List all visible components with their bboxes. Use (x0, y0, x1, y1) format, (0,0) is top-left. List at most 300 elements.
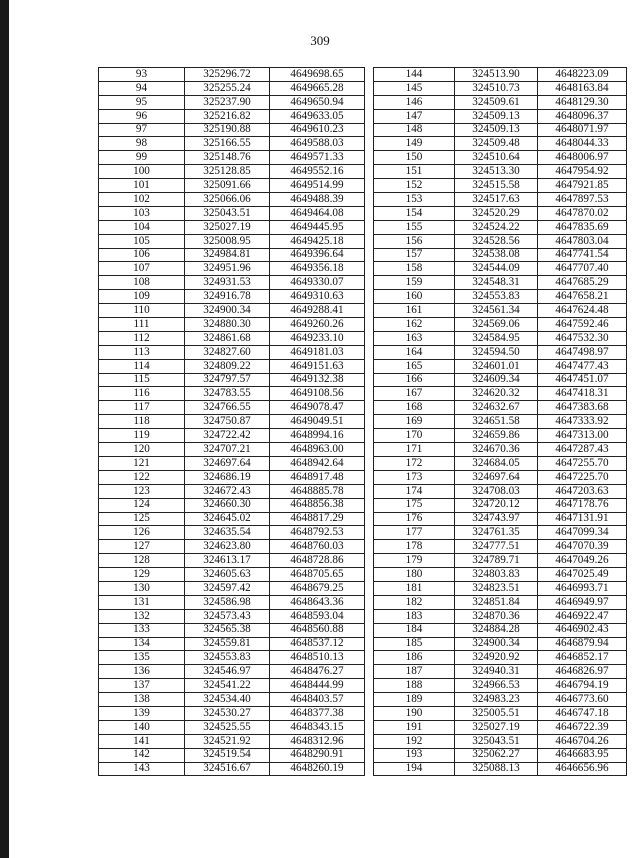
y-coordinate-cell: 4646993.71 (538, 581, 627, 595)
x-coordinate-cell: 324565.38 (185, 623, 270, 637)
y-coordinate-cell: 4648510.13 (270, 651, 365, 665)
point-number-cell: 124 (99, 498, 185, 512)
x-coordinate-cell: 324803.83 (455, 568, 538, 582)
column-gap (365, 637, 374, 651)
y-coordinate-cell: 4647624.48 (538, 304, 627, 318)
y-coordinate-cell: 4646879.94 (538, 637, 627, 651)
y-coordinate-cell: 4647685.29 (538, 276, 627, 290)
x-coordinate-cell: 324519.54 (185, 748, 270, 762)
table-row (99, 720, 627, 734)
point-number-cell: 172 (374, 456, 455, 470)
column-gap (365, 512, 374, 526)
point-number-cell: 125 (99, 512, 185, 526)
y-coordinate-cell: 4648129.30 (538, 95, 627, 109)
y-coordinate-cell: 4649588.03 (270, 137, 365, 151)
x-coordinate-cell: 324743.97 (455, 512, 538, 526)
point-number-cell: 159 (374, 276, 455, 290)
x-coordinate-cell: 324513.30 (455, 165, 538, 179)
y-coordinate-cell: 4646773.60 (538, 693, 627, 707)
point-number-cell: 186 (374, 651, 455, 665)
column-gap (365, 248, 374, 262)
point-number-cell: 185 (374, 637, 455, 651)
point-number-cell: 121 (99, 456, 185, 470)
x-coordinate-cell: 324720.12 (455, 498, 538, 512)
y-coordinate-cell: 4647287.43 (538, 443, 627, 457)
y-coordinate-cell: 4649356.18 (270, 262, 365, 276)
y-coordinate-cell: 4647333.92 (538, 415, 627, 429)
x-coordinate-cell: 324789.71 (455, 554, 538, 568)
point-number-cell: 117 (99, 401, 185, 415)
point-number-cell: 160 (374, 290, 455, 304)
x-coordinate-cell: 324659.86 (455, 429, 538, 443)
table-row (99, 401, 627, 415)
y-coordinate-cell: 4646656.96 (538, 762, 627, 776)
table-row (99, 331, 627, 345)
y-coordinate-cell: 4647803.04 (538, 234, 627, 248)
point-number-cell: 190 (374, 706, 455, 720)
column-gap (365, 193, 374, 207)
column-gap (365, 526, 374, 540)
table-row (99, 581, 627, 595)
y-coordinate-cell: 4647025.49 (538, 568, 627, 582)
x-coordinate-cell: 324672.43 (185, 484, 270, 498)
x-coordinate-cell: 324605.63 (185, 568, 270, 582)
x-coordinate-cell: 324553.83 (185, 651, 270, 665)
point-number-cell: 149 (374, 137, 455, 151)
column-gap (365, 484, 374, 498)
y-coordinate-cell: 4646747.18 (538, 706, 627, 720)
table-row (99, 220, 627, 234)
table-row (99, 81, 627, 95)
table-row (99, 262, 627, 276)
table-row (99, 512, 627, 526)
x-coordinate-cell: 325008.95 (185, 234, 270, 248)
point-number-cell: 123 (99, 484, 185, 498)
point-number-cell: 183 (374, 609, 455, 623)
point-number-cell: 192 (374, 734, 455, 748)
point-number-cell: 148 (374, 123, 455, 137)
point-number-cell: 131 (99, 595, 185, 609)
point-number-cell: 161 (374, 304, 455, 318)
column-gap (365, 137, 374, 151)
y-coordinate-cell: 4648006.97 (538, 151, 627, 165)
point-number-cell: 103 (99, 206, 185, 220)
scan-edge-shadow (0, 0, 9, 858)
x-coordinate-cell: 324783.55 (185, 387, 270, 401)
x-coordinate-cell: 324586.98 (185, 595, 270, 609)
column-gap (365, 95, 374, 109)
table-row (99, 415, 627, 429)
y-coordinate-cell: 4647131.91 (538, 512, 627, 526)
x-coordinate-cell: 324509.61 (455, 95, 538, 109)
column-gap (365, 720, 374, 734)
point-number-cell: 96 (99, 109, 185, 123)
point-number-cell: 169 (374, 415, 455, 429)
column-gap (365, 68, 374, 82)
point-number-cell: 184 (374, 623, 455, 637)
x-coordinate-cell: 324525.55 (185, 720, 270, 734)
y-coordinate-cell: 4649233.10 (270, 331, 365, 345)
x-coordinate-cell: 324900.34 (185, 304, 270, 318)
x-coordinate-cell: 324594.50 (455, 345, 538, 359)
column-gap (365, 401, 374, 415)
x-coordinate-cell: 324827.60 (185, 345, 270, 359)
x-coordinate-cell: 324708.03 (455, 484, 538, 498)
y-coordinate-cell: 4648760.03 (270, 540, 365, 554)
y-coordinate-cell: 4647707.40 (538, 262, 627, 276)
x-coordinate-cell: 325216.82 (185, 109, 270, 123)
x-coordinate-cell: 324546.97 (185, 665, 270, 679)
column-gap (365, 81, 374, 95)
x-coordinate-cell: 324569.06 (455, 318, 538, 332)
x-coordinate-cell: 324513.90 (455, 68, 538, 82)
point-number-cell: 154 (374, 206, 455, 220)
y-coordinate-cell: 4647477.43 (538, 359, 627, 373)
column-gap (365, 540, 374, 554)
x-coordinate-cell: 325027.19 (455, 720, 538, 734)
x-coordinate-cell: 324515.58 (455, 179, 538, 193)
x-coordinate-cell: 324613.17 (185, 554, 270, 568)
column-gap (365, 595, 374, 609)
y-coordinate-cell: 4647070.39 (538, 540, 627, 554)
point-number-cell: 122 (99, 470, 185, 484)
point-number-cell: 145 (374, 81, 455, 95)
table-row (99, 373, 627, 387)
table-row (99, 304, 627, 318)
point-number-cell: 111 (99, 318, 185, 332)
x-coordinate-cell: 324797.57 (185, 373, 270, 387)
point-number-cell: 143 (99, 762, 185, 776)
y-coordinate-cell: 4649552.16 (270, 165, 365, 179)
y-coordinate-cell: 4649650.94 (270, 95, 365, 109)
x-coordinate-cell: 324861.68 (185, 331, 270, 345)
column-gap (365, 568, 374, 582)
point-number-cell: 165 (374, 359, 455, 373)
y-coordinate-cell: 4646704.26 (538, 734, 627, 748)
column-gap (365, 693, 374, 707)
y-coordinate-cell: 4647225.70 (538, 470, 627, 484)
x-coordinate-cell: 325190.88 (185, 123, 270, 137)
coordinate-table-container (98, 67, 627, 776)
table-row (99, 693, 627, 707)
point-number-cell: 102 (99, 193, 185, 207)
y-coordinate-cell: 4649464.08 (270, 206, 365, 220)
x-coordinate-cell: 324984.81 (185, 248, 270, 262)
column-gap (365, 748, 374, 762)
point-number-cell: 162 (374, 318, 455, 332)
column-gap (365, 581, 374, 595)
column-gap (365, 290, 374, 304)
y-coordinate-cell: 4648312.96 (270, 734, 365, 748)
point-number-cell: 146 (374, 95, 455, 109)
y-coordinate-cell: 4648792.53 (270, 526, 365, 540)
table-row (99, 68, 627, 82)
y-coordinate-cell: 4647383.68 (538, 401, 627, 415)
x-coordinate-cell: 324697.64 (185, 456, 270, 470)
point-number-cell: 193 (374, 748, 455, 762)
y-coordinate-cell: 4648728.86 (270, 554, 365, 568)
x-coordinate-cell: 324707.21 (185, 443, 270, 457)
y-coordinate-cell: 4648885.78 (270, 484, 365, 498)
point-number-cell: 155 (374, 220, 455, 234)
y-coordinate-cell: 4647451.07 (538, 373, 627, 387)
point-number-cell: 108 (99, 276, 185, 290)
table-row (99, 595, 627, 609)
x-coordinate-cell: 324534.40 (185, 693, 270, 707)
point-number-cell: 144 (374, 68, 455, 82)
x-coordinate-cell: 324900.34 (455, 637, 538, 651)
column-gap (365, 651, 374, 665)
point-number-cell: 134 (99, 637, 185, 651)
table-row (99, 109, 627, 123)
column-gap (365, 679, 374, 693)
y-coordinate-cell: 4649396.64 (270, 248, 365, 262)
y-coordinate-cell: 4648290.91 (270, 748, 365, 762)
y-coordinate-cell: 4648377.38 (270, 706, 365, 720)
point-number-cell: 104 (99, 220, 185, 234)
x-coordinate-cell: 324951.96 (185, 262, 270, 276)
x-coordinate-cell: 324750.87 (185, 415, 270, 429)
x-coordinate-cell: 324573.43 (185, 609, 270, 623)
y-coordinate-cell: 4646902.43 (538, 623, 627, 637)
table-row (99, 762, 627, 776)
point-number-cell: 97 (99, 123, 185, 137)
y-coordinate-cell: 4649514.99 (270, 179, 365, 193)
point-number-cell: 147 (374, 109, 455, 123)
y-coordinate-cell: 4647741.54 (538, 248, 627, 262)
x-coordinate-cell: 324609.34 (455, 373, 538, 387)
y-coordinate-cell: 4648643.36 (270, 595, 365, 609)
page-number: 309 (310, 33, 330, 48)
point-number-cell: 157 (374, 248, 455, 262)
point-number-cell: 126 (99, 526, 185, 540)
point-number-cell: 130 (99, 581, 185, 595)
point-number-cell: 182 (374, 595, 455, 609)
table-row (99, 179, 627, 193)
y-coordinate-cell: 4648096.37 (538, 109, 627, 123)
point-number-cell: 138 (99, 693, 185, 707)
table-row (99, 651, 627, 665)
point-number-cell: 120 (99, 443, 185, 457)
x-coordinate-cell: 324561.34 (455, 304, 538, 318)
point-number-cell: 118 (99, 415, 185, 429)
y-coordinate-cell: 4649310.63 (270, 290, 365, 304)
point-number-cell: 95 (99, 95, 185, 109)
x-coordinate-cell: 325027.19 (185, 220, 270, 234)
x-coordinate-cell: 324684.05 (455, 456, 538, 470)
point-number-cell: 136 (99, 665, 185, 679)
column-gap (365, 734, 374, 748)
y-coordinate-cell: 4647954.92 (538, 165, 627, 179)
x-coordinate-cell: 324524.22 (455, 220, 538, 234)
table-row (99, 609, 627, 623)
point-number-cell: 132 (99, 609, 185, 623)
point-number-cell: 153 (374, 193, 455, 207)
point-number-cell: 114 (99, 359, 185, 373)
x-coordinate-cell: 324851.84 (455, 595, 538, 609)
point-number-cell: 168 (374, 401, 455, 415)
x-coordinate-cell: 324777.51 (455, 540, 538, 554)
point-number-cell: 129 (99, 568, 185, 582)
y-coordinate-cell: 4647498.97 (538, 345, 627, 359)
x-coordinate-cell: 324635.54 (185, 526, 270, 540)
y-coordinate-cell: 4648817.29 (270, 512, 365, 526)
point-number-cell: 94 (99, 81, 185, 95)
table-row (99, 165, 627, 179)
column-gap (365, 276, 374, 290)
y-coordinate-cell: 4647313.00 (538, 429, 627, 443)
y-coordinate-cell: 4647049.26 (538, 554, 627, 568)
point-number-cell: 194 (374, 762, 455, 776)
x-coordinate-cell: 324601.01 (455, 359, 538, 373)
column-gap (365, 179, 374, 193)
table-row (99, 248, 627, 262)
column-gap (365, 443, 374, 457)
point-number-cell: 156 (374, 234, 455, 248)
point-number-cell: 152 (374, 179, 455, 193)
table-row (99, 137, 627, 151)
x-coordinate-cell: 324516.67 (185, 762, 270, 776)
column-gap (365, 220, 374, 234)
y-coordinate-cell: 4647897.53 (538, 193, 627, 207)
y-coordinate-cell: 4646852.17 (538, 651, 627, 665)
y-coordinate-cell: 4647255.70 (538, 456, 627, 470)
y-coordinate-cell: 4646949.97 (538, 595, 627, 609)
table-row (99, 470, 627, 484)
y-coordinate-cell: 4649633.05 (270, 109, 365, 123)
x-coordinate-cell: 324538.08 (455, 248, 538, 262)
x-coordinate-cell: 325091.66 (185, 179, 270, 193)
point-number-cell: 133 (99, 623, 185, 637)
x-coordinate-cell: 324697.64 (455, 470, 538, 484)
y-coordinate-cell: 4647418.31 (538, 387, 627, 401)
point-number-cell: 176 (374, 512, 455, 526)
y-coordinate-cell: 4647870.02 (538, 206, 627, 220)
point-number-cell: 177 (374, 526, 455, 540)
point-number-cell: 137 (99, 679, 185, 693)
y-coordinate-cell: 4647835.69 (538, 220, 627, 234)
point-number-cell: 170 (374, 429, 455, 443)
column-gap (365, 470, 374, 484)
table-row (99, 679, 627, 693)
point-number-cell: 167 (374, 387, 455, 401)
table-row (99, 484, 627, 498)
point-number-cell: 171 (374, 443, 455, 457)
y-coordinate-cell: 4649488.39 (270, 193, 365, 207)
table-row (99, 637, 627, 651)
point-number-cell: 175 (374, 498, 455, 512)
y-coordinate-cell: 4649078.47 (270, 401, 365, 415)
table-row (99, 554, 627, 568)
point-number-cell: 179 (374, 554, 455, 568)
x-coordinate-cell: 324686.19 (185, 470, 270, 484)
x-coordinate-cell: 325062.27 (455, 748, 538, 762)
column-gap (365, 554, 374, 568)
point-number-cell: 109 (99, 290, 185, 304)
y-coordinate-cell: 4648044.33 (538, 137, 627, 151)
x-coordinate-cell: 324509.48 (455, 137, 538, 151)
y-coordinate-cell: 4648560.88 (270, 623, 365, 637)
point-number-cell: 113 (99, 345, 185, 359)
column-gap (365, 373, 374, 387)
y-coordinate-cell: 4648679.25 (270, 581, 365, 595)
point-number-cell: 150 (374, 151, 455, 165)
y-coordinate-cell: 4649260.26 (270, 318, 365, 332)
column-gap (365, 387, 374, 401)
point-number-cell: 139 (99, 706, 185, 720)
point-number-cell: 119 (99, 429, 185, 443)
y-coordinate-cell: 4649698.65 (270, 68, 365, 82)
column-gap (365, 318, 374, 332)
y-coordinate-cell: 4649665.28 (270, 81, 365, 95)
x-coordinate-cell: 324509.13 (455, 109, 538, 123)
y-coordinate-cell: 4647178.76 (538, 498, 627, 512)
table-row (99, 234, 627, 248)
x-coordinate-cell: 324632.67 (455, 401, 538, 415)
x-coordinate-cell: 324761.35 (455, 526, 538, 540)
column-gap (365, 109, 374, 123)
table-row (99, 540, 627, 554)
column-gap (365, 415, 374, 429)
table-row (99, 345, 627, 359)
table-row (99, 290, 627, 304)
y-coordinate-cell: 4648476.27 (270, 665, 365, 679)
y-coordinate-cell: 4648917.48 (270, 470, 365, 484)
column-gap (365, 429, 374, 443)
x-coordinate-cell: 325255.24 (185, 81, 270, 95)
y-coordinate-cell: 4649425.18 (270, 234, 365, 248)
column-gap (365, 359, 374, 373)
table-row (99, 387, 627, 401)
point-number-cell: 180 (374, 568, 455, 582)
y-coordinate-cell: 4648705.65 (270, 568, 365, 582)
table-row (99, 123, 627, 137)
table-row (99, 665, 627, 679)
point-number-cell: 107 (99, 262, 185, 276)
x-coordinate-cell: 324931.53 (185, 276, 270, 290)
y-coordinate-cell: 4648343.15 (270, 720, 365, 734)
table-row (99, 623, 627, 637)
y-coordinate-cell: 4647532.30 (538, 331, 627, 345)
point-number-cell: 187 (374, 665, 455, 679)
x-coordinate-cell: 324559.81 (185, 637, 270, 651)
table-row (99, 498, 627, 512)
table-row (99, 151, 627, 165)
y-coordinate-cell: 4647658.21 (538, 290, 627, 304)
y-coordinate-cell: 4648403.57 (270, 693, 365, 707)
x-coordinate-cell: 324916.78 (185, 290, 270, 304)
column-gap (365, 206, 374, 220)
x-coordinate-cell: 325148.76 (185, 151, 270, 165)
x-coordinate-cell: 324660.30 (185, 498, 270, 512)
column-gap (365, 123, 374, 137)
y-coordinate-cell: 4648071.97 (538, 123, 627, 137)
column-gap (365, 762, 374, 776)
table-row (99, 193, 627, 207)
point-number-cell: 181 (374, 581, 455, 595)
y-coordinate-cell: 4649571.33 (270, 151, 365, 165)
table-row (99, 276, 627, 290)
x-coordinate-cell: 324528.56 (455, 234, 538, 248)
x-coordinate-cell: 324670.36 (455, 443, 538, 457)
y-coordinate-cell: 4648856.38 (270, 498, 365, 512)
y-coordinate-cell: 4649132.38 (270, 373, 365, 387)
point-number-cell: 188 (374, 679, 455, 693)
y-coordinate-cell: 4646683.95 (538, 748, 627, 762)
x-coordinate-cell: 325296.72 (185, 68, 270, 82)
table-row (99, 359, 627, 373)
point-number-cell: 142 (99, 748, 185, 762)
